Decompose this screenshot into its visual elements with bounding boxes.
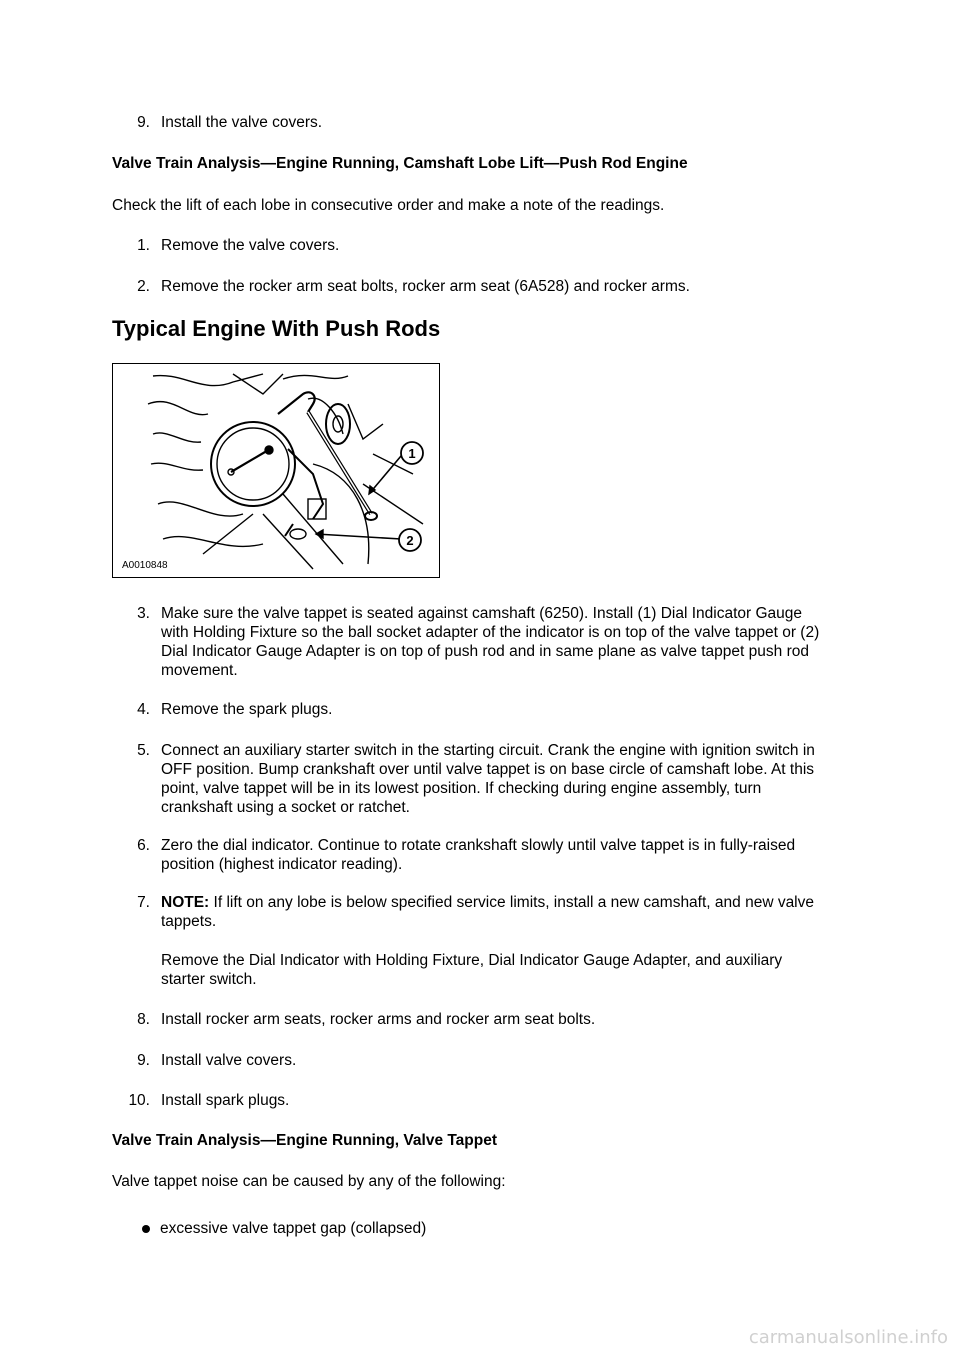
- step-number: 6.: [137, 837, 150, 854]
- bullet-item: [142, 1220, 426, 1238]
- note-label: NOTE:: [161, 894, 210, 911]
- step-line: Make sure the valve tappet is seated against camshaft (6250). Install (1) Dial Indicator Gauge: [161, 605, 803, 622]
- callout-1: [401, 442, 423, 464]
- step-line: Dial Indicator Gauge Adapter is on top of push rod and in same plane as valve tappet push rod: [161, 643, 809, 660]
- section-intro: Check the lift of each lobe in consecutive order and make a note of the readings.: [112, 197, 665, 214]
- step-text: [161, 741, 851, 817]
- note-line: [161, 893, 851, 912]
- note-line: tappets.: [161, 913, 217, 930]
- step-number: 5.: [137, 742, 150, 759]
- callout-1-label: 1: [408, 446, 416, 461]
- step-text: Remove the rocker arm seat bolts, rocker arm seat (6A528) and rocker arms.: [161, 278, 690, 295]
- step-number: 7.: [137, 894, 150, 911]
- engine-figure: [112, 363, 440, 578]
- step-number: 9.: [137, 1052, 150, 1069]
- section-intro: Valve tappet noise can be caused by any of the following:: [112, 1173, 506, 1190]
- step-line: position (highest indicator reading).: [161, 856, 403, 873]
- step-text: [161, 604, 851, 680]
- step-number: 4.: [137, 701, 150, 718]
- step-text: Install the valve covers.: [161, 114, 323, 131]
- figure-title: Typical Engine With Push Rods: [112, 316, 441, 341]
- callout-2: [399, 529, 421, 551]
- step-line: Remove the spark plugs.: [161, 701, 333, 718]
- step-line: Remove the Dial Indicator with Holding Fixture, Dial Indicator Gauge Adapter, and auxiliary: [161, 952, 783, 969]
- step-text: [161, 836, 851, 874]
- step-text: Remove the valve covers.: [161, 237, 340, 254]
- section-heading: Valve Train Analysis—Engine Running, Camshaft Lobe Lift—Push Rod Engine: [112, 155, 688, 172]
- step-number: 2.: [137, 278, 150, 295]
- section-heading: Valve Train Analysis—Engine Running, Valve Tappet: [112, 1132, 498, 1149]
- step-line: movement.: [161, 662, 238, 679]
- step-line: starter switch.: [161, 971, 257, 988]
- step-line: Zero the dial indicator. Continue to rotate crankshaft slowly until valve tappet is in fully-raised: [161, 837, 796, 854]
- figure-code: A0010848: [122, 560, 168, 571]
- watermark: carmanualsonline.info: [748, 1327, 948, 1348]
- step-number: 1.: [137, 237, 150, 254]
- step-number: 8.: [137, 1011, 150, 1028]
- step-text: [161, 700, 851, 719]
- step-line: OFF position. Bump crankshaft over until valve tappet is on base circle of camshaft lobe. At this: [161, 761, 815, 778]
- step-text: Install valve covers.: [161, 1052, 297, 1069]
- step-line: Connect an auxiliary starter switch in the starting circuit. Crank the engine with ignition switch in: [161, 742, 815, 759]
- bullet-dot: [142, 1225, 150, 1233]
- step-line: crankshaft using a socket or ratchet.: [161, 799, 410, 816]
- callout-2-label: 2: [406, 533, 414, 548]
- step-number: 9.: [137, 114, 150, 131]
- step-text: Install rocker arm seats, rocker arms and rocker arm seat bolts.: [161, 1011, 596, 1028]
- step-text: Install spark plugs.: [161, 1092, 290, 1109]
- step-line: point, valve tappet will be in its lowest position. If checking during engine assembly, turn: [161, 780, 762, 797]
- step-number: 10.: [128, 1092, 150, 1109]
- step-text: [161, 893, 851, 989]
- step-line: with Holding Fixture so the ball socket adapter of the indicator is on top of the valve tappet or (2): [161, 624, 820, 641]
- bullet-text: excessive valve tappet gap (collapsed): [160, 1220, 427, 1237]
- note-text: If lift on any lobe is below specified service limits, install a new camshaft, and new valve: [209, 894, 814, 911]
- step-number: 3.: [137, 605, 150, 622]
- engine-illustration: [113, 364, 439, 577]
